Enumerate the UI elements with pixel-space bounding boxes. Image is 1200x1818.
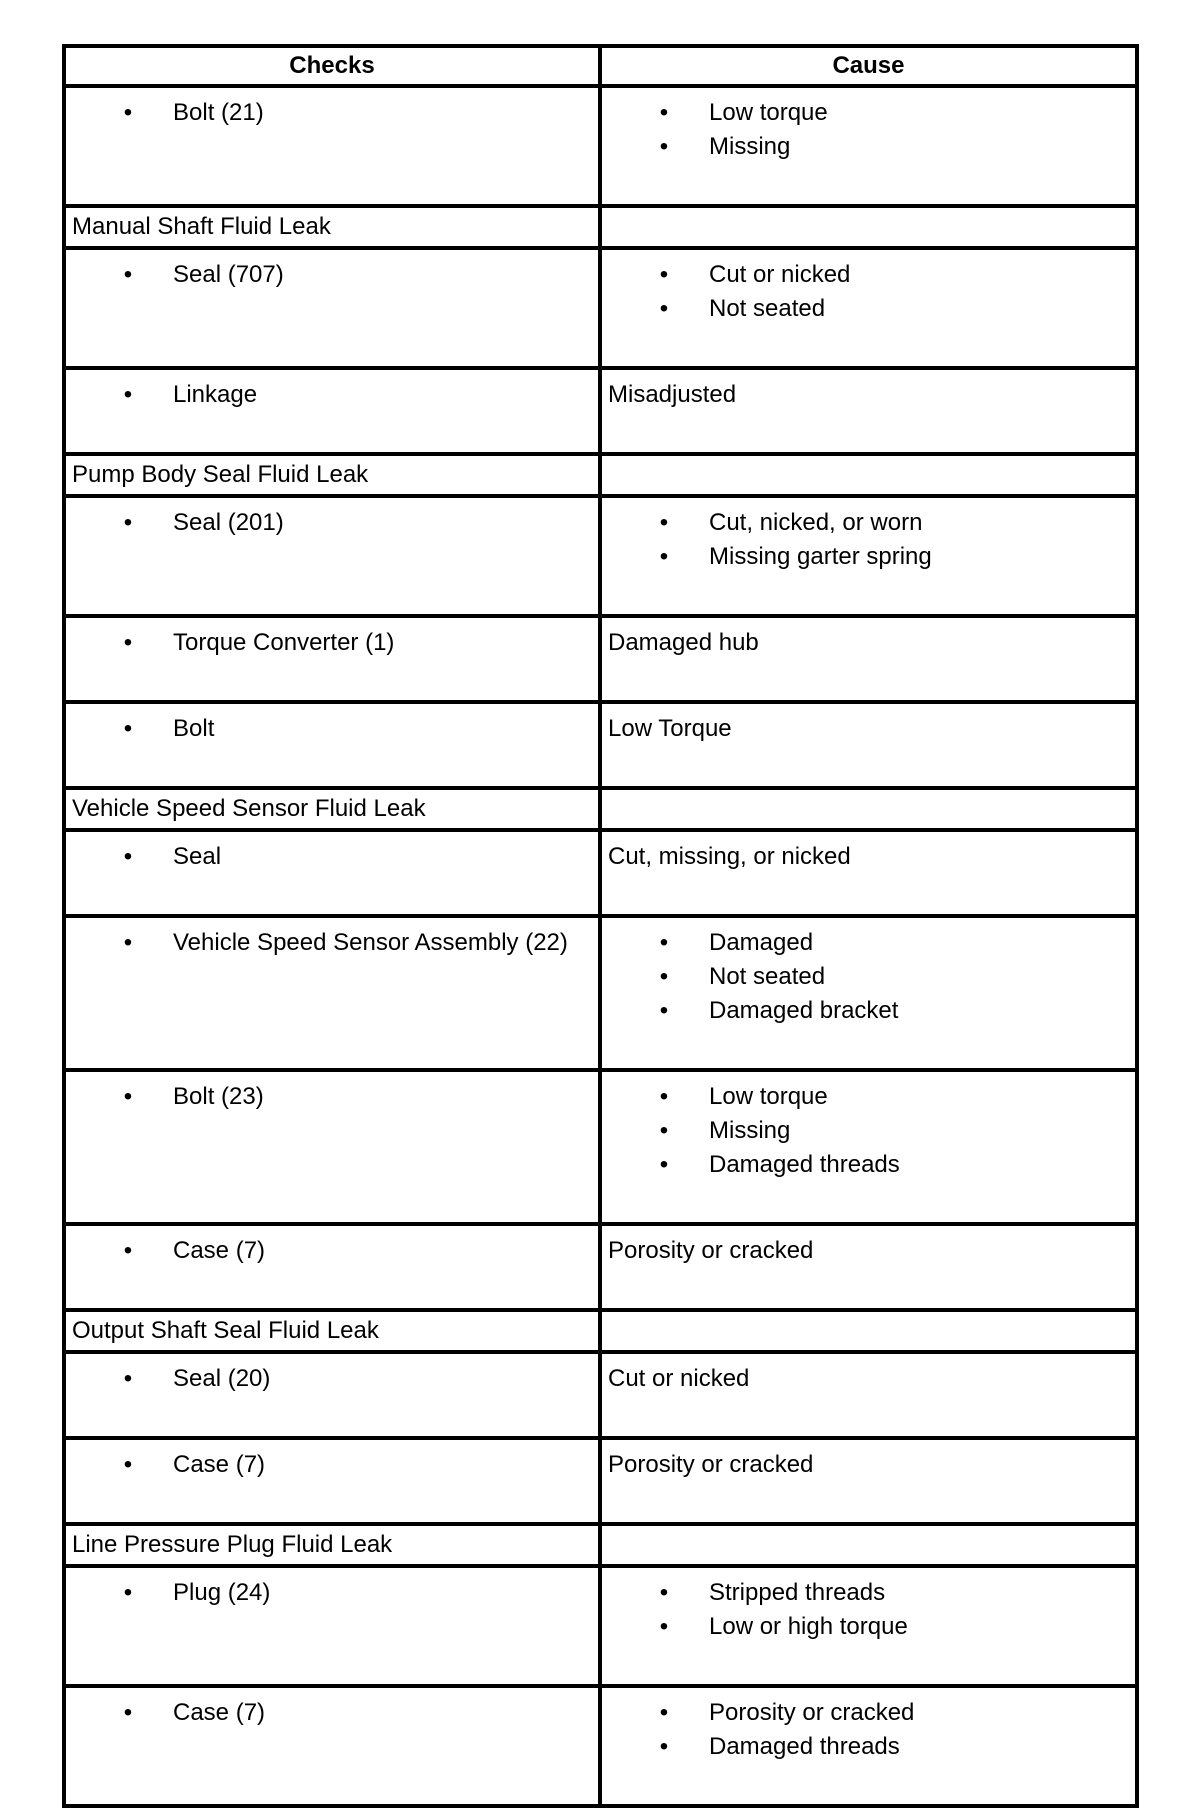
bullet-icon: • (659, 1733, 669, 1760)
cause-item (602, 506, 1135, 540)
table-row (64, 830, 1137, 916)
bullet-icon: • (659, 1083, 669, 1110)
checks-cell (64, 1566, 600, 1686)
check-item-list (66, 1576, 598, 1610)
check-item-list (66, 506, 598, 540)
cause-item (602, 1114, 1135, 1148)
table-row (64, 616, 1137, 702)
bullet-icon: • (123, 1365, 133, 1392)
cause-item (602, 1610, 1135, 1644)
table-row (64, 248, 1137, 368)
bullet-icon: • (659, 1117, 669, 1144)
bullet-icon: • (659, 1613, 669, 1640)
bullet-icon: • (123, 929, 133, 956)
cause-item-list (602, 506, 1135, 574)
cause-item (602, 292, 1135, 326)
check-item (66, 1696, 598, 1730)
cause-item-text: Porosity or cracked (709, 1699, 915, 1726)
check-item-list (66, 1080, 598, 1114)
bullet-icon: • (659, 509, 669, 536)
section-title: Manual Shaft Fluid Leak (64, 206, 600, 248)
cause-item (602, 1080, 1135, 1114)
check-item-list (66, 926, 598, 960)
table-header-row (64, 46, 1137, 86)
cause-item-text: Damaged bracket (709, 997, 899, 1024)
check-item (66, 626, 598, 660)
section-row (64, 1524, 1137, 1566)
bullet-icon: • (123, 1083, 133, 1110)
check-item-list (66, 626, 598, 660)
check-item-list (66, 258, 598, 292)
cause-item (602, 1730, 1135, 1764)
check-item-text: Bolt (21) (173, 99, 264, 126)
cause-cell (600, 1070, 1137, 1224)
cause-cell: Low Torque (600, 702, 1137, 788)
cause-item-text: Stripped threads (709, 1579, 886, 1606)
bullet-icon: • (659, 1151, 669, 1178)
check-item (66, 1080, 598, 1114)
check-item-text: Bolt (173, 715, 215, 742)
check-item (66, 1362, 598, 1396)
checks-cell (64, 86, 600, 206)
cause-cell: Damaged hub (600, 616, 1137, 702)
check-item (66, 712, 598, 746)
bullet-icon: • (123, 1237, 133, 1264)
cause-item-list (602, 926, 1135, 1028)
check-item (66, 1234, 598, 1268)
cause-item (602, 960, 1135, 994)
section-cause-empty (600, 1524, 1137, 1566)
check-item (66, 1576, 598, 1610)
cause-item-list (602, 1576, 1135, 1644)
cause-item-list (602, 258, 1135, 326)
check-item-text: Linkage (173, 381, 258, 408)
section-title: Output Shaft Seal Fluid Leak (64, 1310, 600, 1352)
table-row (64, 1438, 1137, 1524)
table-row (64, 916, 1137, 1070)
section-title: Pump Body Seal Fluid Leak (64, 454, 600, 496)
cause-cell: Porosity or cracked (600, 1224, 1137, 1310)
bullet-icon: • (123, 381, 133, 408)
cause-item-list (602, 96, 1135, 164)
bullet-icon: • (659, 99, 669, 126)
cause-cell (600, 1566, 1137, 1686)
cause-cell (600, 1686, 1137, 1806)
table-row (64, 368, 1137, 454)
cause-item (602, 540, 1135, 574)
check-item-list (66, 840, 598, 874)
checks-cell (64, 1224, 600, 1310)
cause-item (602, 96, 1135, 130)
cause-item-text: Low or high torque (709, 1613, 908, 1640)
table-row (64, 86, 1137, 206)
checks-cell (64, 368, 600, 454)
check-item-text: Case (7) (173, 1699, 266, 1726)
table-row (64, 496, 1137, 616)
cause-item-text: Missing garter spring (709, 543, 932, 570)
section-row (64, 206, 1137, 248)
bullet-icon: • (123, 715, 133, 742)
check-item-list (66, 378, 598, 412)
table-row (64, 1224, 1137, 1310)
cause-item-text: Cut, nicked, or worn (709, 509, 923, 536)
section-title: Line Pressure Plug Fluid Leak (64, 1524, 600, 1566)
check-item-text: Vehicle Speed Sensor Assembly (22) (173, 929, 568, 956)
check-item (66, 840, 598, 874)
cause-item-list (602, 1080, 1135, 1182)
checks-cell (64, 830, 600, 916)
check-item-list (66, 1696, 598, 1730)
cause-item (602, 130, 1135, 164)
check-item (66, 1448, 598, 1482)
cause-item-text: Damaged threads (709, 1733, 900, 1760)
cause-column-header: Cause (600, 46, 1137, 86)
cause-item-text: Not seated (709, 963, 826, 990)
check-item-text: Case (7) (173, 1451, 266, 1478)
bullet-icon: • (123, 99, 133, 126)
checks-cell (64, 496, 600, 616)
table-row (64, 1686, 1137, 1806)
cause-cell (600, 916, 1137, 1070)
section-row (64, 788, 1137, 830)
cause-item (602, 1696, 1135, 1730)
check-item-text: Plug (24) (173, 1579, 271, 1606)
check-item (66, 96, 598, 130)
cause-cell: Misadjusted (600, 368, 1137, 454)
check-item (66, 258, 598, 292)
cause-item (602, 994, 1135, 1028)
check-item (66, 506, 598, 540)
cause-item (602, 926, 1135, 960)
bullet-icon: • (123, 843, 133, 870)
section-cause-empty (600, 454, 1137, 496)
check-item-list (66, 96, 598, 130)
check-item-text: Torque Converter (1) (173, 629, 395, 656)
cause-item (602, 1148, 1135, 1182)
section-title: Vehicle Speed Sensor Fluid Leak (64, 788, 600, 830)
cause-item-list (602, 1696, 1135, 1764)
bullet-icon: • (659, 295, 669, 322)
bullet-icon: • (123, 509, 133, 536)
bullet-icon: • (123, 629, 133, 656)
table-row (64, 702, 1137, 788)
section-cause-empty (600, 788, 1137, 830)
bullet-icon: • (659, 1579, 669, 1606)
bullet-icon: • (659, 1699, 669, 1726)
check-item-text: Seal (707) (173, 261, 284, 288)
checks-cell (64, 1438, 600, 1524)
section-cause-empty (600, 206, 1137, 248)
cause-cell (600, 496, 1137, 616)
bullet-icon: • (659, 929, 669, 956)
cause-item (602, 1576, 1135, 1610)
check-item-text: Seal (173, 843, 222, 870)
bullet-icon: • (659, 963, 669, 990)
checks-cell (64, 702, 600, 788)
check-item-text: Seal (20) (173, 1365, 271, 1392)
cause-item-text: Low torque (709, 1083, 828, 1110)
checks-cell (64, 1352, 600, 1438)
diagnosis-table (62, 44, 1139, 1808)
cause-item-text: Damaged (709, 929, 814, 956)
cause-item-text: Missing (709, 1117, 791, 1144)
check-item-list (66, 1448, 598, 1482)
cause-item-text: Not seated (709, 295, 826, 322)
table-row (64, 1566, 1137, 1686)
checks-cell (64, 1070, 600, 1224)
table-row (64, 1070, 1137, 1224)
bullet-icon: • (659, 133, 669, 160)
table-body (64, 86, 1137, 1806)
cause-item-text: Cut or nicked (709, 261, 851, 288)
bullet-icon: • (123, 1579, 133, 1606)
cause-cell: Porosity or cracked (600, 1438, 1137, 1524)
check-item-list (66, 1234, 598, 1268)
cause-item-text: Damaged threads (709, 1151, 900, 1178)
bullet-icon: • (659, 261, 669, 288)
check-item-text: Case (7) (173, 1237, 266, 1264)
check-item-text: Seal (201) (173, 509, 284, 536)
section-cause-empty (600, 1310, 1137, 1352)
cause-item-text: Low torque (709, 99, 828, 126)
section-row (64, 454, 1137, 496)
cause-cell: Cut, missing, or nicked (600, 830, 1137, 916)
check-item-list (66, 1362, 598, 1396)
cause-cell (600, 248, 1137, 368)
check-item-list (66, 712, 598, 746)
cause-item (602, 258, 1135, 292)
checks-cell (64, 916, 600, 1070)
bullet-icon: • (659, 543, 669, 570)
checks-cell (64, 248, 600, 368)
checks-cell (64, 616, 600, 702)
check-item (66, 378, 598, 412)
table-row (64, 1352, 1137, 1438)
bullet-icon: • (659, 997, 669, 1024)
checks-column-header: Checks (64, 46, 600, 86)
cause-cell: Cut or nicked (600, 1352, 1137, 1438)
check-item-text: Bolt (23) (173, 1083, 264, 1110)
bullet-icon: • (123, 1699, 133, 1726)
section-row (64, 1310, 1137, 1352)
bullet-icon: • (123, 1451, 133, 1478)
checks-cell (64, 1686, 600, 1806)
bullet-icon: • (123, 261, 133, 288)
cause-cell (600, 86, 1137, 206)
check-item (66, 926, 598, 960)
cause-item-text: Missing (709, 133, 791, 160)
